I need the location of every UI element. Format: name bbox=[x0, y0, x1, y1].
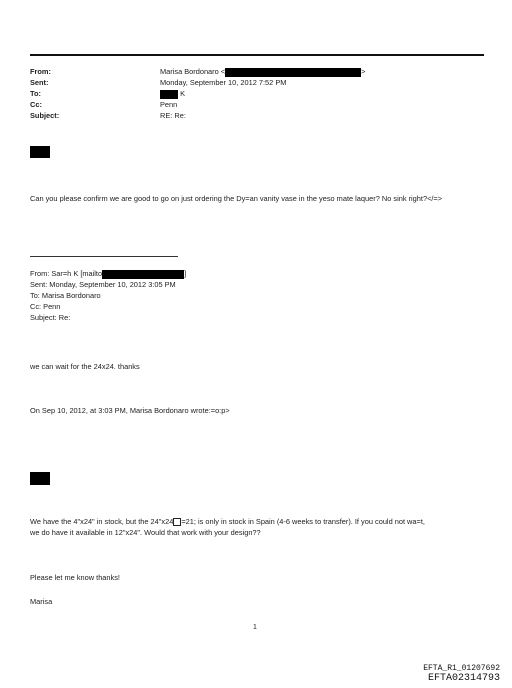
redaction-bar bbox=[160, 90, 178, 99]
original-line-2: we do have it available in 12"x24". Would that work with your design?? bbox=[30, 528, 261, 537]
subject-value: RE: Re: bbox=[160, 111, 186, 120]
reply-body: we can wait for the 24x24. thanks bbox=[30, 362, 140, 371]
signature: Marisa bbox=[30, 597, 53, 606]
email-header-values bbox=[160, 66, 365, 121]
from-name: Marisa Bordonaro < bbox=[160, 67, 226, 76]
from-close: > bbox=[361, 67, 366, 76]
page-number: 1 bbox=[253, 624, 257, 631]
original-message bbox=[30, 516, 490, 538]
wrote-line: On Sep 10, 2012, at 3:03 PM, Marisa Bordonaro wrote:=o:p> bbox=[30, 406, 230, 415]
redaction-block bbox=[30, 472, 50, 485]
to-label: To: bbox=[30, 89, 41, 98]
bates-ref-2: EFTA02314793 bbox=[427, 673, 500, 684]
line-1-part-b: =21; is only in stock in Spain (4-6 weeks to transfer). If you could not wa=t, bbox=[181, 517, 425, 526]
quoted-from-text: From: Sar=h K [mailto bbox=[30, 269, 103, 278]
redaction-bar bbox=[225, 68, 361, 77]
closing-line: Please let me know thanks! bbox=[30, 573, 120, 582]
bates-ref-1: EFTA_R1_01207692 bbox=[423, 664, 500, 673]
quoted-cc: Cc: Penn bbox=[30, 302, 61, 311]
redaction-bar bbox=[102, 269, 187, 279]
cc-label: Cc: bbox=[30, 100, 42, 109]
quoted-to: To: Marisa Bordonaro bbox=[30, 291, 101, 300]
to-suffix: K bbox=[180, 89, 185, 98]
sent-value: Monday, September 10, 2012 7:52 PM bbox=[160, 78, 287, 87]
line-1-part-a: We have the 4"x24" in stock, but the 24"x24 bbox=[30, 517, 174, 526]
original-line-1 bbox=[30, 516, 490, 527]
cc-value: Penn bbox=[160, 100, 178, 109]
message-body: Can you please confirm we are good to go on just ordering the Dy=an vanity vase in the yeso mate laquer? No sink right?</=> bbox=[30, 194, 443, 203]
email-header-labels bbox=[30, 66, 59, 121]
quoted-from bbox=[30, 268, 430, 279]
header-rule bbox=[30, 54, 484, 56]
from-value bbox=[160, 66, 365, 77]
subject-label: Subject: bbox=[30, 111, 60, 120]
quoted-header bbox=[30, 268, 430, 323]
sent-label: Sent: bbox=[30, 78, 49, 87]
quoted-sent: Sent: Monday, September 10, 2012 3:05 PM bbox=[30, 280, 176, 289]
quote-divider bbox=[30, 256, 178, 257]
redaction-block bbox=[30, 146, 50, 158]
to-value bbox=[160, 88, 365, 99]
quoted-from-close: ] bbox=[184, 269, 187, 278]
from-label: From: bbox=[30, 67, 51, 76]
quoted-subject: Subject: Re: bbox=[30, 313, 71, 322]
